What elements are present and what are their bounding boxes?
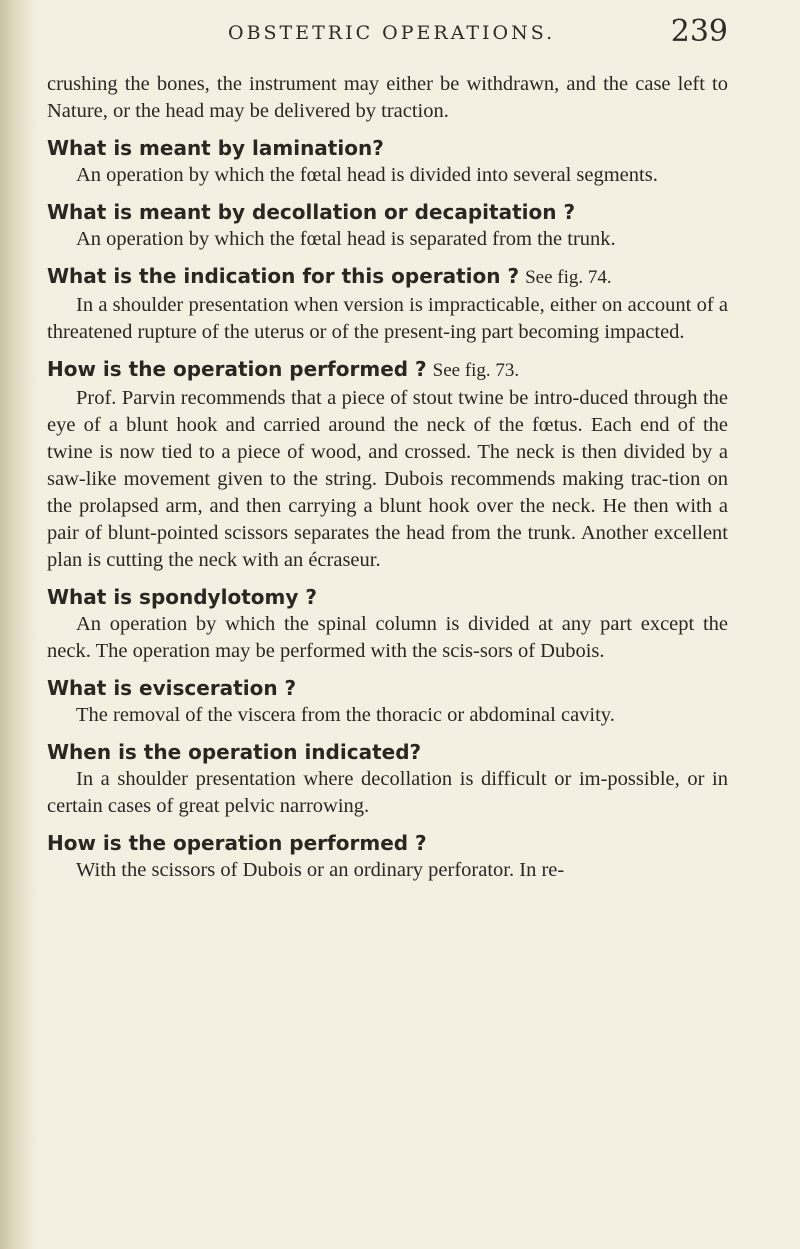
- running-head: OBSTETRIC OPERATIONS.: [228, 22, 556, 44]
- figure-reference-73: See fig. 73.: [432, 360, 520, 381]
- question-decollation: What is meant by decollation or decapitation ?: [47, 200, 576, 224]
- question-performed: [47, 355, 728, 385]
- page-gutter-shadow: [0, 0, 38, 1249]
- question-performed-2: How is the operation performed ?: [47, 831, 427, 855]
- answer-indicated: In a shoulder presentation where decollation is difficult or im-possible, or in certain cases of great pelvic narrowing.: [47, 768, 728, 817]
- intro-paragraph: crushing the bones, the instrument may either be withdrawn, and the case left to Nature, or the head may be delivered by traction.: [47, 73, 728, 122]
- page-body: [47, 71, 728, 884]
- question-lamination: What is meant by lamination?: [47, 136, 384, 160]
- question-indication: [47, 262, 728, 292]
- answer-indication: In a shoulder presentation when version is impracticable, either on account of a threatened rupture of the uterus or of the present-ing part becoming impacted.: [47, 294, 728, 343]
- answer-performed-2: With the scissors of Dubois or an ordinary perforator. In re-: [76, 859, 565, 881]
- question-indicated: When is the operation indicated?: [47, 740, 422, 764]
- question-evisceration: What is evisceration ?: [47, 676, 297, 700]
- question-performed-text: How is the operation performed ?: [47, 357, 427, 381]
- answer-spondylotomy: An operation by which the spinal column is divided at any part except the neck. The operation may be performed with the scis-sors of Dubois.: [47, 613, 728, 662]
- question-indication-text: What is the indication for this operation ?: [47, 264, 520, 288]
- answer-performed: Prof. Parvin recommends that a piece of stout twine be intro-duced through the eye of a blunt hook and carried around the neck of the fœtus. Each end of the twine is now tied to a piece of wood, and crossed. The neck is then divided by a saw-like movement given to the string. Dubois recommends making trac-tion on the prolapsed arm, and then carrying a blunt hook over the neck. He then with a pair of blunt-pointed scissors separates the head from the trunk. Another excellent plan is cutting the neck with an écraseur.: [47, 387, 728, 571]
- question-spondylotomy: What is spondylotomy ?: [47, 585, 317, 609]
- answer-decollation: An operation by which the fœtal head is separated from the trunk.: [76, 228, 616, 250]
- answer-evisceration: The removal of the viscera from the thoracic or abdominal cavity.: [76, 704, 615, 726]
- page-header: [228, 14, 728, 54]
- answer-lamination: An operation by which the fœtal head is divided into several segments.: [76, 164, 658, 186]
- figure-reference-74: See fig. 74.: [525, 267, 612, 288]
- page-number: 239: [670, 14, 728, 49]
